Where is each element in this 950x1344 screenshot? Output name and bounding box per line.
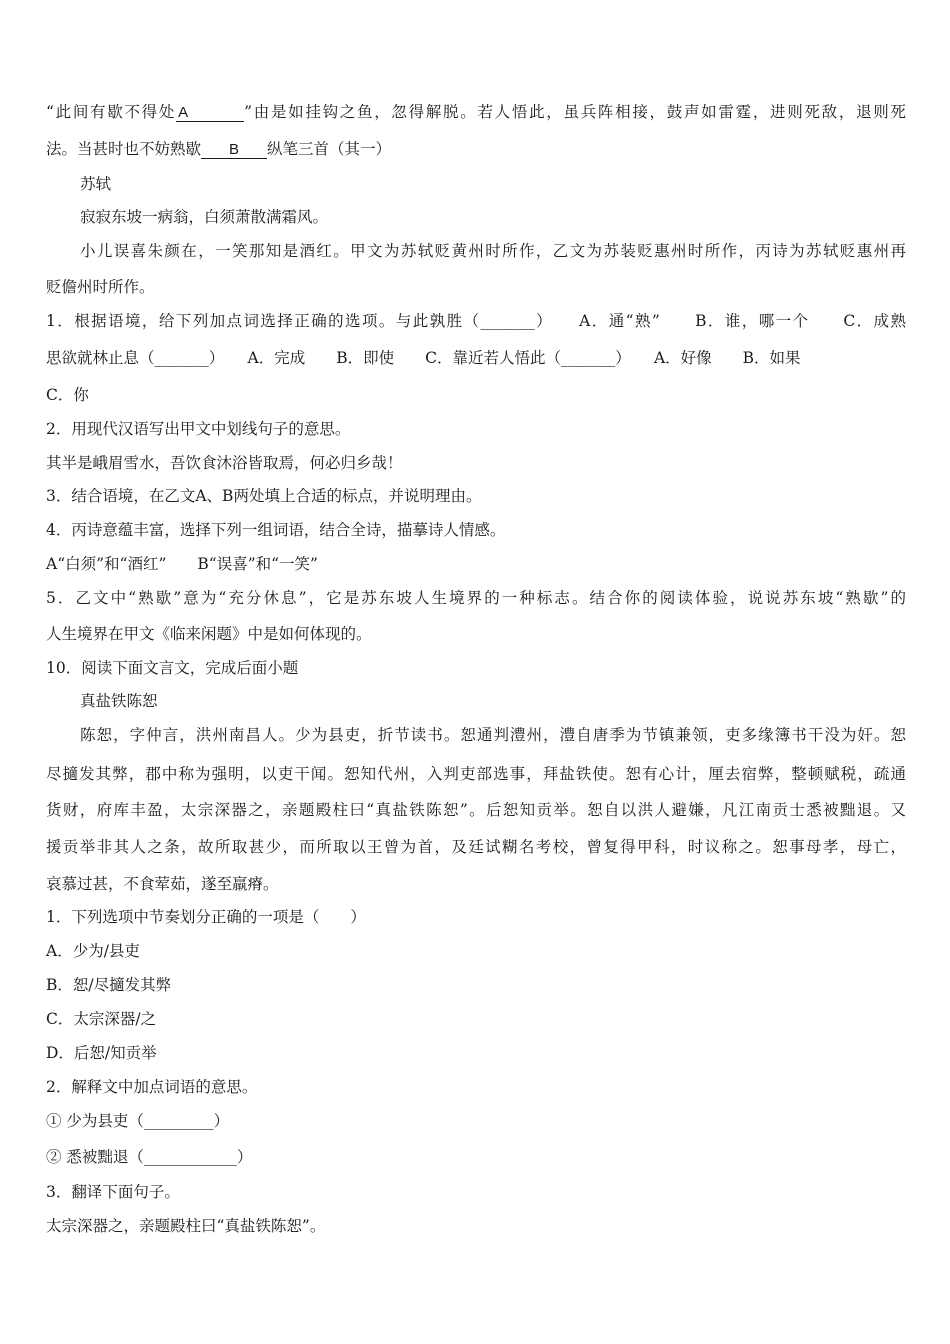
passage-line bbox=[46, 102, 906, 122]
passage-line: 货财，府库丰盈，太宗深器之，亲题殿柱曰“真盐铁陈恕”。后恕知贡举。恕自以洪人避嫌，凡江南贡士悉被黜退。又 bbox=[46, 801, 906, 819]
question-1-cont: C．你 bbox=[46, 386, 89, 404]
sub-question-1: 1．下列选项中节奏划分正确的一项是（ ） bbox=[46, 908, 366, 926]
passage-text: ”由是如挂钩之鱼，忽得解脱。若人悟此，虽兵阵相接，鼓声如雷霆，进则死敌，退则死 bbox=[244, 103, 906, 121]
question-4-options: A“白须”和“酒红” B“误喜”和“一笑” bbox=[46, 555, 318, 573]
passage-line: 尽擿发其弊，郡中称为强明，以吏干闻。恕知代州，入判吏部选事，拜盐铁使。恕有心计，厘去宿弊，整顿赋税，疏通 bbox=[46, 765, 906, 783]
poem-line: 小儿误喜朱颜在，一笑那知是酒红。甲文为苏轼贬黄州时所作，乙文为苏装贬惠州时所作，丙诗为苏轼贬惠州再 bbox=[80, 242, 906, 260]
sub-question-3-sentence: 太宗深器之，亲题殿柱曰“真盐铁陈恕”。 bbox=[46, 1217, 326, 1235]
passage-line bbox=[46, 139, 906, 159]
sub-question-2: 2．解释文中加点词语的意思。 bbox=[46, 1078, 258, 1096]
question-5-cont: 人生境界在甲文《临来闲题》中是如何体现的。 bbox=[46, 625, 372, 643]
poem-title: 纵笔三首（其一） bbox=[267, 140, 392, 158]
question-2: 2．用现代汉语写出甲文中划线句子的意思。 bbox=[46, 420, 351, 438]
option-c: C．太宗深器/之 bbox=[46, 1010, 157, 1028]
question-1-cont: 思欲就林止息（_______） A．完成 B．即使 C．靠近若人悟此（_______） A．好像 B．如果 bbox=[46, 349, 801, 367]
question-3: 3．结合语境，在乙文A、B两处填上合适的标点，并说明理由。 bbox=[46, 487, 482, 505]
item-10-heading: 10．阅读下面文言文，完成后面小题 bbox=[46, 659, 299, 677]
passage-text: “此间有歇不得处 bbox=[46, 103, 177, 121]
question-4: 4．丙诗意蕴丰富，选择下列一组词语，结合全诗，描摹诗人情感。 bbox=[46, 521, 506, 539]
blank-a: A bbox=[176, 104, 244, 122]
passage-line: 哀慕过甚，不食荤茹，遂至羸瘠。 bbox=[46, 875, 279, 893]
passage-text: 法。当甚时也不妨熟歇 bbox=[46, 140, 202, 158]
sub-question-2-item: ① 少为县吏（_________） bbox=[46, 1112, 230, 1130]
passage-line: 援贡举非其人之条，故所取甚少，而所取以王曾为首，及廷试糊名考校，曾复得甲科，时议称之。恕事母孝，母亡， bbox=[46, 838, 906, 856]
passage-title: 真盐铁陈恕 bbox=[80, 692, 158, 710]
poem-note: 贬儋州时所作。 bbox=[46, 278, 155, 296]
passage-line: 陈恕，字仲言，洪州南昌人。少为县吏，折节读书。恕通判澧州，澧自唐季为节镇兼领，吏多缘簿书干没为奸。恕 bbox=[80, 726, 906, 744]
option-a: A．少为/县吏 bbox=[46, 942, 140, 960]
poem-author: 苏轼 bbox=[80, 175, 112, 193]
question-2-sentence: 其半是峨眉雪水，吾饮食沐浴皆取焉，何必归乡哉！ bbox=[46, 454, 403, 472]
poem-line: 寂寂东坡一病翁，白须萧散满霜风。 bbox=[80, 208, 329, 226]
question-1: 1．根据语境，给下列加点词选择正确的选项。与此孰胜（_______） A．通“熟” B．谁，哪一个 C．成熟 bbox=[46, 312, 906, 330]
option-d: D．后恕/知贡举 bbox=[46, 1044, 157, 1062]
question-5: 5．乙文中“熟歇”意为“充分休息”，它是苏东坡人生境界的一种标志。结合你的阅读体验，说说苏东坡“熟歇”的 bbox=[46, 589, 906, 607]
sub-question-2-item: ② 悉被黜退（____________） bbox=[46, 1148, 253, 1166]
blank-b: B bbox=[201, 141, 267, 159]
sub-question-3: 3．翻译下面句子。 bbox=[46, 1183, 180, 1201]
option-b: B．恕/尽擿发其弊 bbox=[46, 976, 172, 994]
